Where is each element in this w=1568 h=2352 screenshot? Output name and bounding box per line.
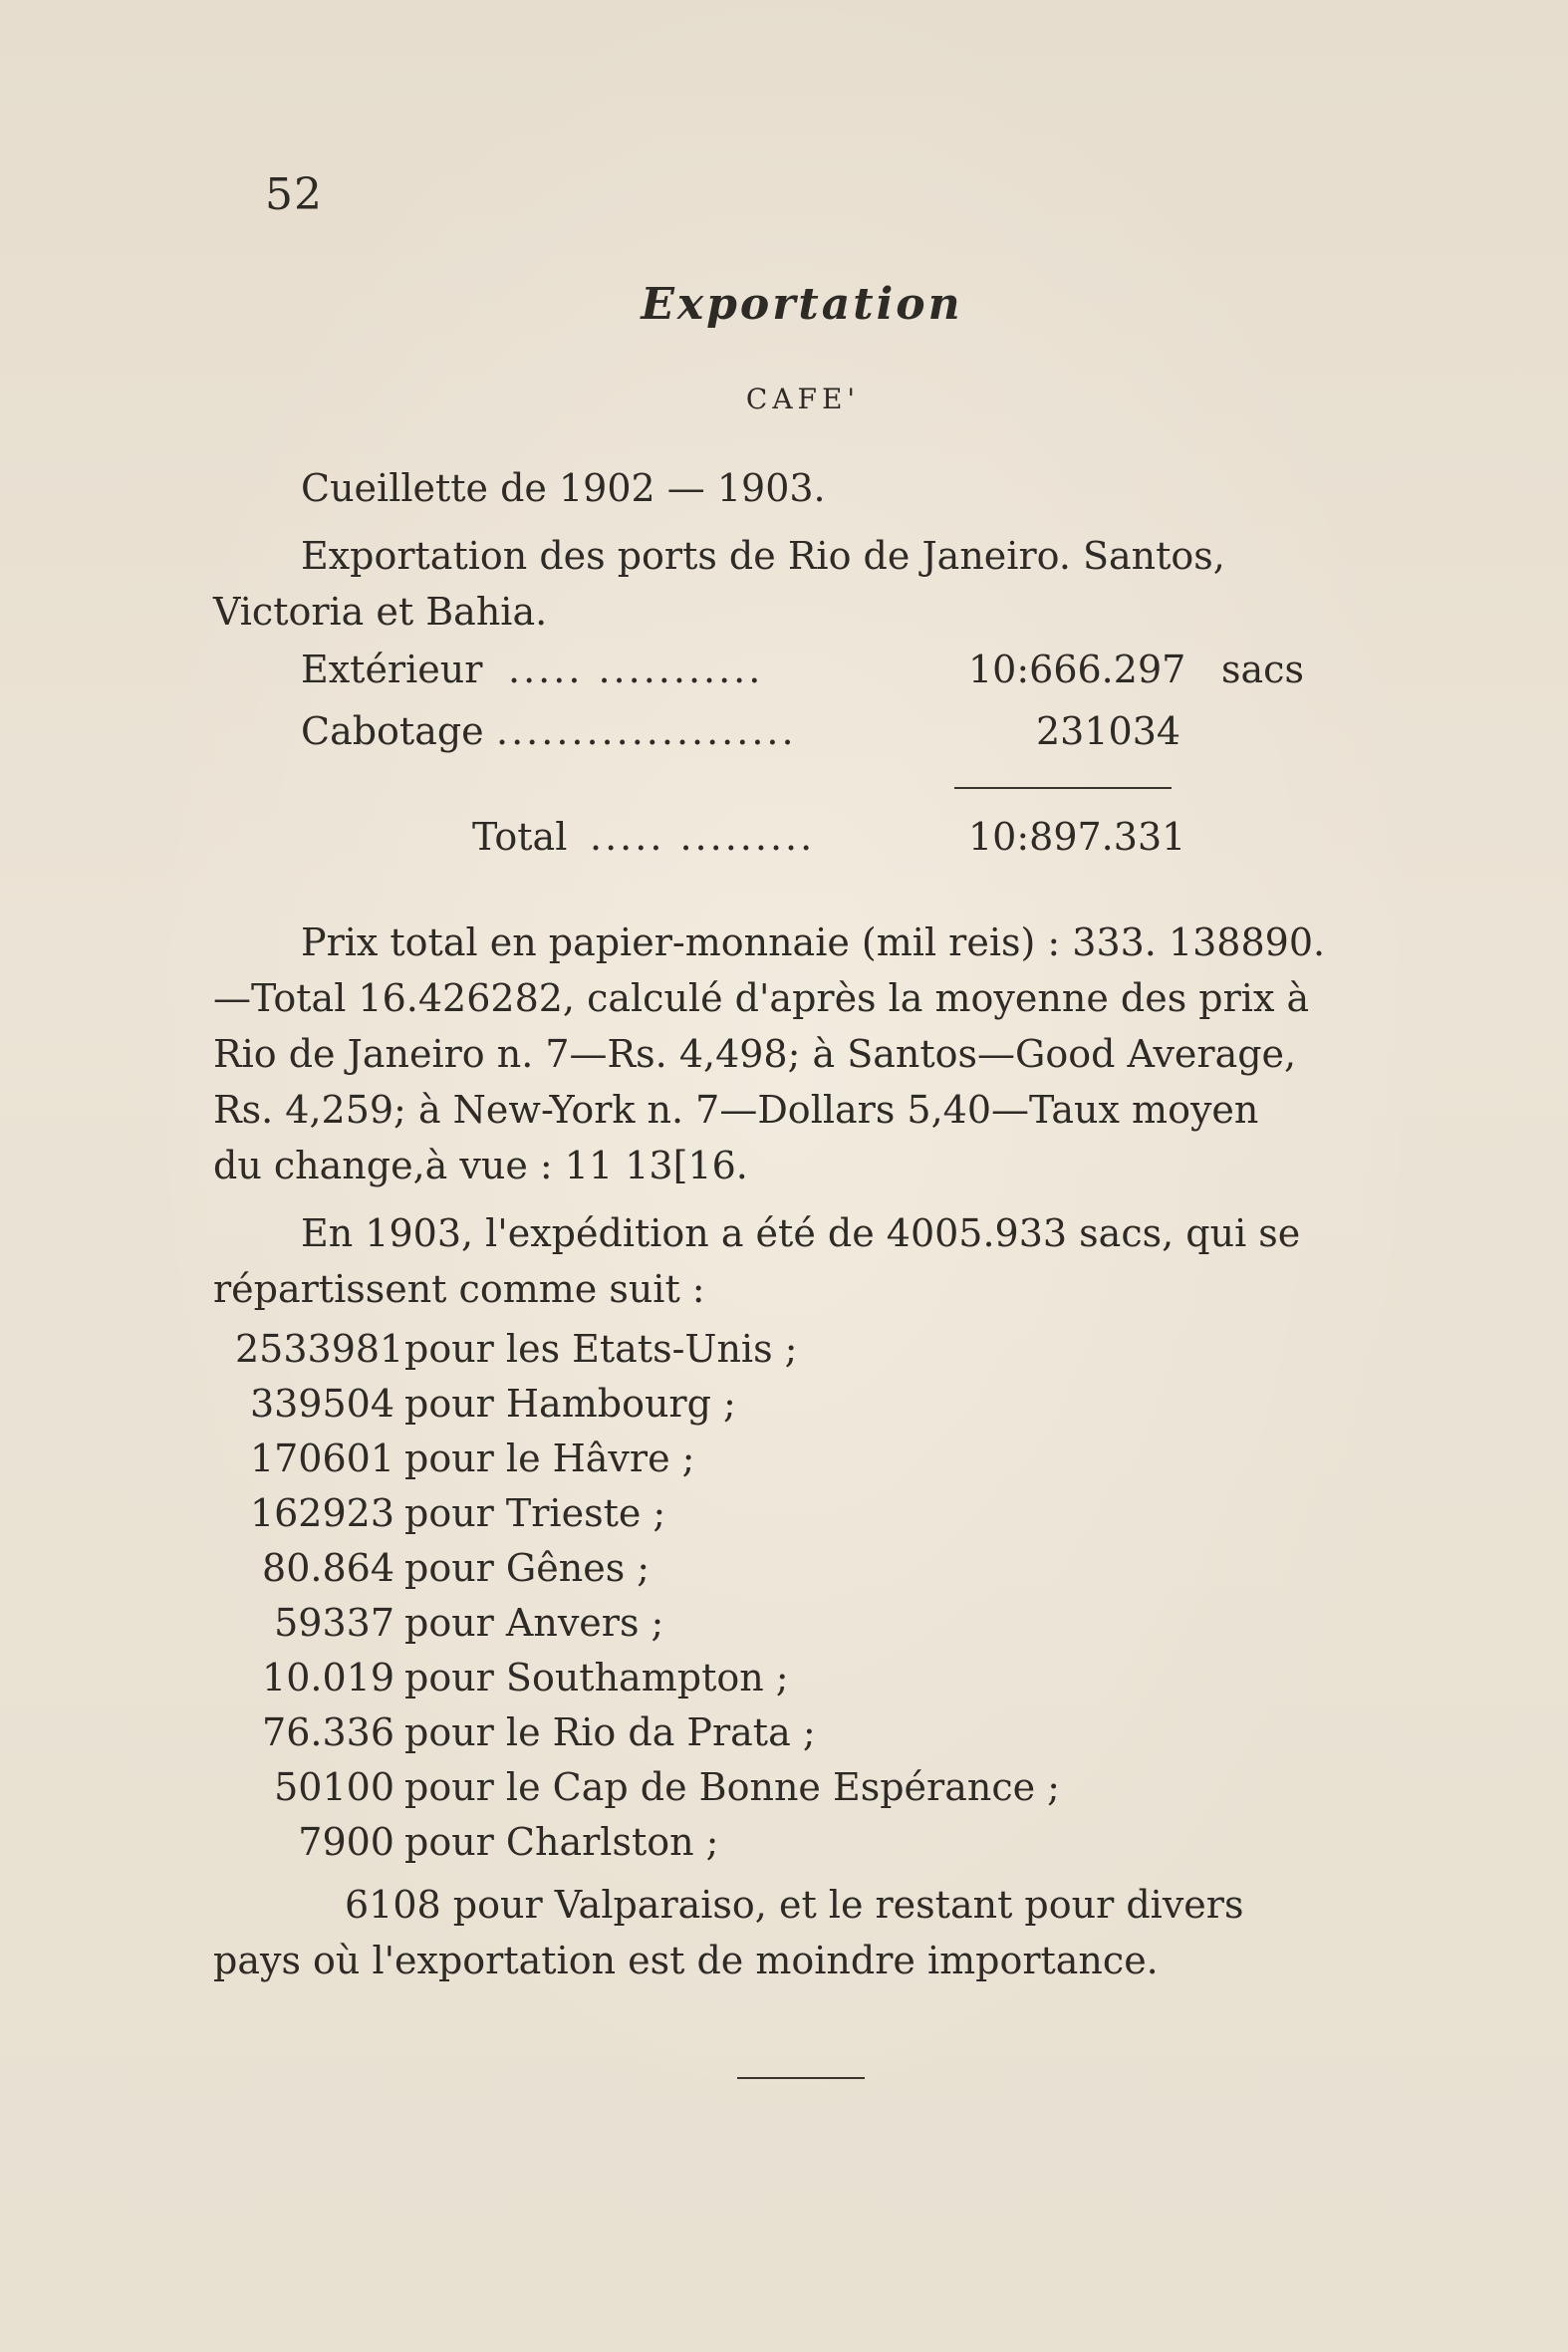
list-text: pour les Etats-Unis ;	[404, 1327, 798, 1371]
ports-line-1: Exportation des ports de Rio de Janeiro. Santos,	[301, 534, 1225, 578]
shipment-line-2: répartissent comme suit :	[213, 1267, 705, 1311]
row-label: Cabotage	[301, 709, 484, 753]
list-amount: 80.864	[262, 1546, 394, 1590]
list-text: pour Anvers ;	[404, 1601, 664, 1645]
list-text: pour Hambourg ;	[404, 1382, 736, 1426]
ports-line-2: Victoria et Bahia.	[213, 590, 548, 634]
prices-line-1: Prix total en papier-monnaie (mil reis) : 333. 138890.	[301, 920, 1326, 964]
prices-line-3: Rio de Janeiro n. 7—Rs. 4,498; à Santos—Good Average,	[213, 1032, 1297, 1076]
list-text: pour Gênes ;	[404, 1546, 651, 1590]
prices-line-5: du change,à vue : 11 13[16.	[213, 1144, 748, 1187]
row-label: Extérieur	[301, 648, 483, 691]
harvest-line: Cueillette de 1902 — 1903.	[301, 466, 826, 510]
shipment-line-1: En 1903, l'expédition a été de 4005.933 sacs, qui se	[301, 1211, 1301, 1255]
list-amount: 76.336	[262, 1710, 394, 1754]
table-row-exterieur	[301, 648, 1307, 703]
end-rule	[737, 2077, 865, 2079]
list-text: pour le Cap de Bonne Espérance ;	[404, 1765, 1060, 1809]
table-row-total	[301, 815, 1307, 871]
list-text: pour le Rio da Prata ;	[404, 1710, 816, 1754]
list-amount: 10.019	[262, 1656, 394, 1699]
list-amount: 7900	[298, 1820, 394, 1864]
table-row-cabotage	[301, 709, 1307, 765]
total-value: 10:897.331	[968, 815, 1186, 859]
row-value: 10:666.297	[968, 648, 1186, 691]
total-label: Total	[472, 815, 568, 859]
row-unit: sacs	[1221, 648, 1304, 691]
list-text: pour le Hâvre ;	[404, 1437, 695, 1480]
page-number: 52	[265, 169, 323, 220]
list-amount: 2533981	[235, 1327, 404, 1371]
row-value: 231034	[1036, 709, 1181, 753]
list-amount: 170601	[249, 1437, 394, 1480]
section-title: Exportation	[641, 279, 963, 330]
section-subtitle: CAFE'	[745, 383, 861, 415]
prices-line-4: Rs. 4,259; à New-York n. 7—Dollars 5,40—Taux moyen	[213, 1088, 1259, 1132]
closing-line-2: pays où l'exportation est de moindre importance.	[213, 1939, 1159, 1982]
list-amount: 162923	[249, 1491, 394, 1535]
row-leader-dots: ....................	[496, 709, 797, 753]
list-amount: 59337	[274, 1601, 394, 1645]
list-amount: 50100	[274, 1765, 394, 1809]
sum-rule	[954, 787, 1172, 789]
total-leader-dots: ..... .........	[590, 815, 816, 859]
list-text: pour Southampton ;	[404, 1656, 789, 1699]
list-text: pour Trieste ;	[404, 1491, 666, 1535]
row-leader-dots: ..... ...........	[508, 648, 764, 691]
list-text: pour Charlston ;	[404, 1820, 719, 1864]
prices-line-2: —Total 16.426282, calculé d'après la moyenne des prix à	[213, 976, 1310, 1020]
list-amount: 339504	[249, 1382, 394, 1426]
closing-line-1: 6108 pour Valparaiso, et le restant pour divers	[345, 1883, 1244, 1927]
